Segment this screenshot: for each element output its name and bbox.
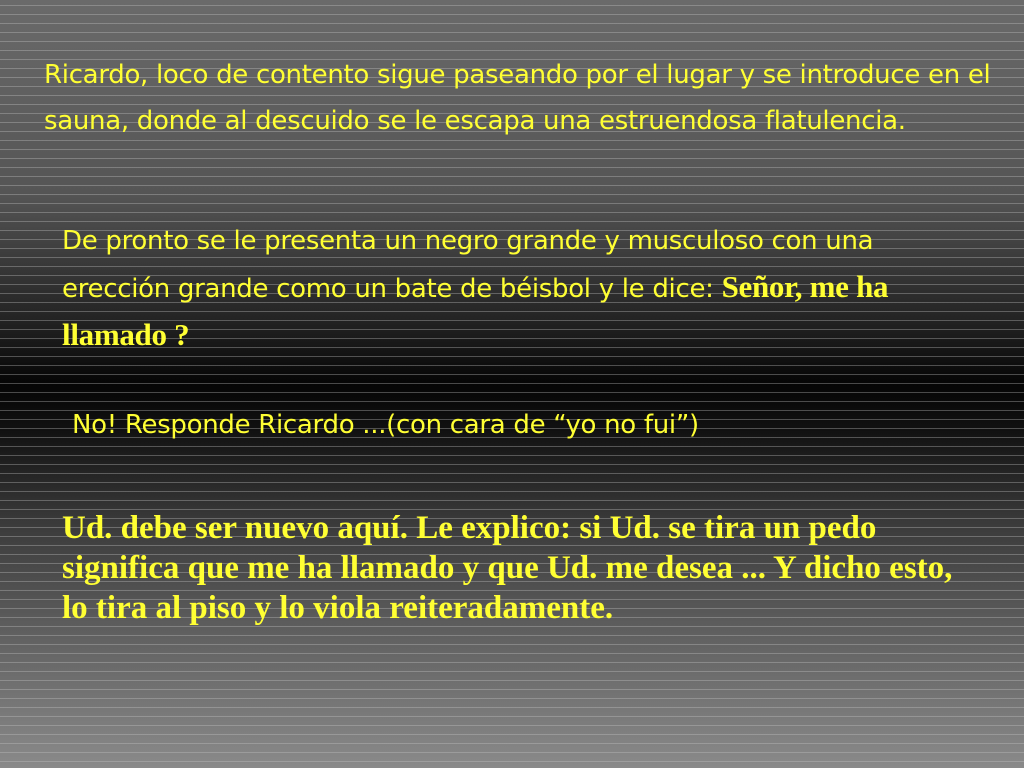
paragraph-encounter-text: De pronto se le presenta un negro grande y musculoso con una erección grande como un bate de béisbol y le dice: <box>62 226 874 304</box>
paragraph-response: No! Responde Ricardo ...(con cara de “yo no fui”) <box>72 410 699 440</box>
paragraph-encounter <box>62 218 962 360</box>
paragraph-ending: Ud. debe ser nuevo aquí. Le explico: si Ud. se tira un pedo significa que me ha llamado y que Ud. me desea ... Y dicho esto, lo tira al piso y lo viola reiteradamente. <box>62 510 953 626</box>
quote-text: Señor, me ha llamado ? <box>62 269 889 352</box>
paragraph-intro: Ricardo, loco de contento sigue paseando por el lugar y se introduce en el sauna, donde al descuido se le escapa una estruendosa flatulencia. <box>44 60 991 136</box>
